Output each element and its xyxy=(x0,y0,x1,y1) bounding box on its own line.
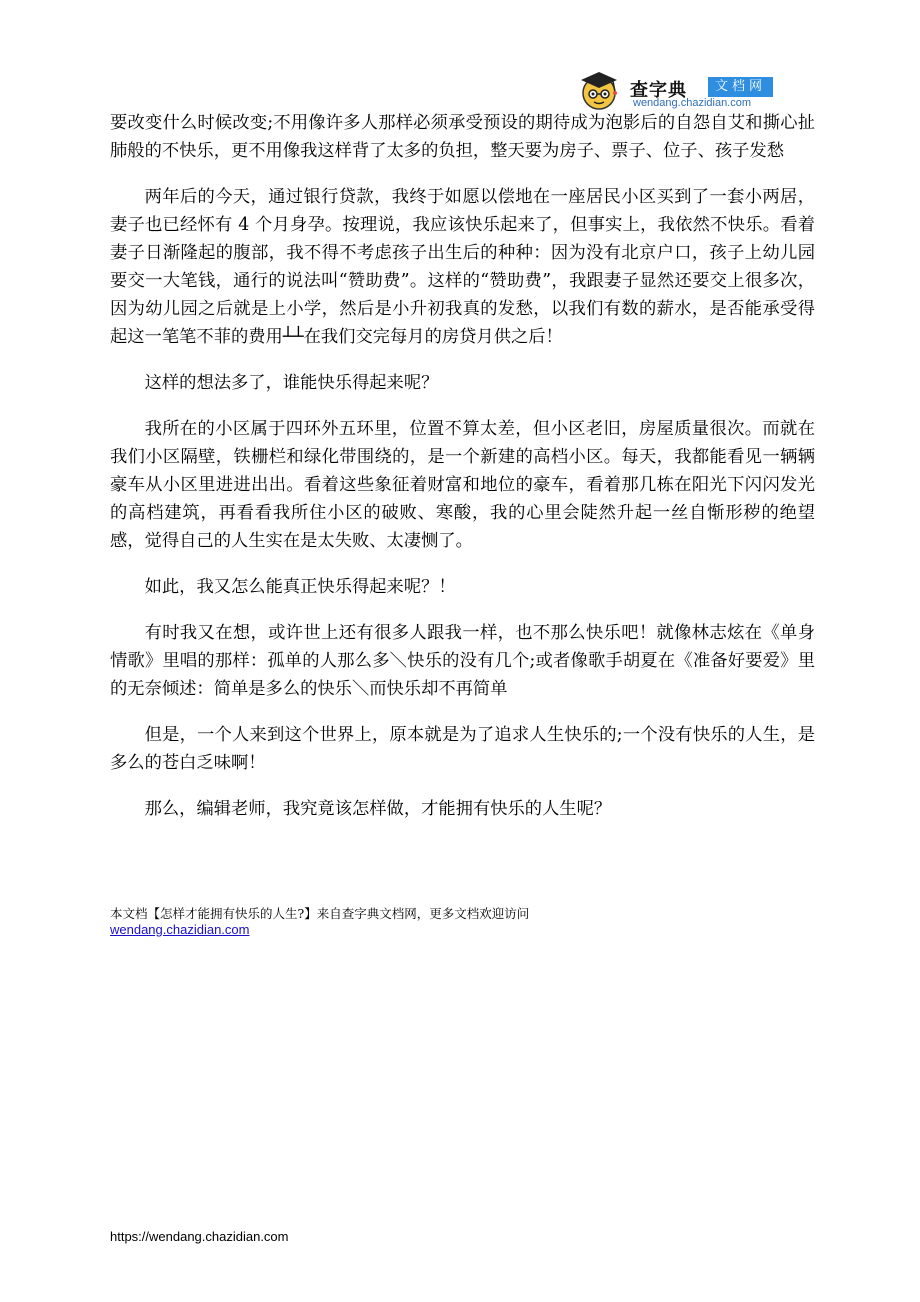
page-url: https://wendang.chazidian.com xyxy=(110,1229,289,1244)
source-footer xyxy=(110,906,815,938)
paragraph: 这样的想法多了，谁能快乐得起来呢？ xyxy=(144,373,439,393)
paragraph: 两年后的今天，通过银行贷款，我终于如愿以偿地在一座居民小区买到了一套小两居，妻子也已经怀有 4 个月身孕。按理说，我应该快乐起来了，但事实上，我依然不快乐。看着妻子日渐隆起的腹部，我不得不考虑孩子出生后的种种：因为没有北京户口，孩子上幼儿园要交一大笔钱，通行的说法叫“赞助费”。这样的“赞助费”，我跟妻子显然还要交上很多次，因为幼儿园之后就是上小学，然后是小升初我真的发愁，以我们有数的薪水，是否能承受得起这一笔笔不菲的费用┴┴在我们交完每月的房贷月供之后！ xyxy=(110,187,815,347)
paragraph: 要改变什么时候改变;不用像许多人那样必须承受预设的期待成为泡影后的自怨自艾和撕心扯肺般的不快乐，更不用像我这样背了太多的负担，整天要为房子、票子、位子、孩子发愁 xyxy=(110,113,815,161)
logo-url-text: wendang.chazidian.com xyxy=(633,97,752,109)
paragraph: 有时我又在想，或许世上还有很多人跟我一样，也不那么快乐吧！就像林志炫在《单身情歌》里唱的那样：孤单的人那么多＼快乐的没有几个;或者像歌手胡夏在《准备好要爱》里的无奈倾述：简单是多么的快乐＼而快乐却不再简单 xyxy=(110,623,815,699)
paragraph: 我所在的小区属于四环外五环里，位置不算太差，但小区老旧，房屋质量很次。而就在我们小区隔壁，铁栅栏和绿化带围绕的，是一个新建的高档小区。每天，我都能看见一辆辆豪车从小区里进进出出。看着这些象征着财富和地位的豪车，看着那几栋在阳光下闪闪发光的高档建筑，再看看我所住小区的破败、寒酸，我的心里会陡然升起一丝自惭形秽的绝望感，觉得自己的人生实在是太失败、太凄恻了。 xyxy=(110,419,815,551)
logo-brand-text: 查字典 xyxy=(630,80,687,101)
source-link[interactable]: wendang.chazidian.com xyxy=(110,922,250,937)
site-logo[interactable] xyxy=(577,68,807,114)
logo-tag-text: 文档网 xyxy=(708,77,773,97)
paragraph: 但是，一个人来到这个世界上，原本就是为了追求人生快乐的;一个没有快乐的人生，是多么的苍白乏味啊！ xyxy=(110,725,815,773)
paragraph: 如此，我又怎么能真正快乐得起来呢？！ xyxy=(144,577,456,597)
paragraph: 那么，编辑老师，我究竟该怎样做，才能拥有快乐的人生呢？ xyxy=(144,799,612,819)
article-body xyxy=(110,109,815,841)
source-note: 本文档【怎样才能拥有快乐的人生?】来自查字典文档网，更多文档欢迎访问 xyxy=(110,906,530,921)
graduation-cap-mascot-icon xyxy=(577,68,621,112)
